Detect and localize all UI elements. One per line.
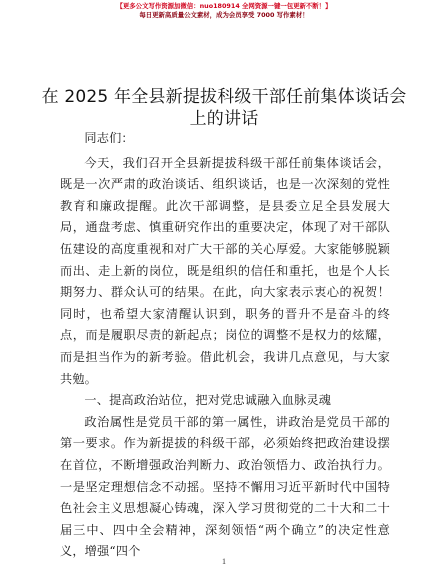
intro-paragraph: 今天，我们召开全县新提拔科级干部任前集体谈话会，既是一次严肃的政治谈话、组织谈话，也是一次深刻的党性教育和廉政提醒。此次干部调整，是县委立足全县发展大局，通盘考虑、慎重研究作出的重要决定，体现了对干部队伍建设的高度重视和对广大干部的关心厚爱。大家能够脱颖而出、走上新的岗位，既是组织的信任和重托，也是个人长期努力、群众认可的结果。在此，向大家表示衷心的祝贺！同时，也希望大家清醒认识到，职务的晋升不是奋斗的终点，而是履职尽责的新起点；岗位的调整不是权力的炫耀，而是担当作为的新考验。借此机会，我讲几点意见，与大家共勉。 (60, 155, 390, 386)
section-paragraph: 政治属性是党员干部的第一属性，讲政治是党员干部的第一要求。作为新提拔的科级干部，必须始终把政治建设摆在首位，不断增强政治判断力、政治领悟力、政治执行力。一是坚定理想信念不动摇。坚持不懈用习近平新时代中国特色社会主义思想凝心铸魂，深入学习贯彻党的二十大和二十届三中、四中全会精神，深刻领悟“两个确立”的决定性意义，增强“四个 (60, 414, 390, 559)
document-body (60, 128, 390, 563)
promo-banner (0, 2, 448, 20)
promo-banner-line-2: 每日更新高质量公文素材，成为会员享受 7000 写作素材！ (139, 11, 309, 19)
page-number: 1 (222, 557, 226, 566)
salutation: 同志们： (84, 131, 134, 145)
promo-banner-line-1: 【更多公文写作资源加微信：nuo180914 全网资源一键一包更新不断！】 (116, 2, 332, 10)
section-heading: 一、提高政治站位，把对党忠诚融入血脉灵魂 (84, 393, 332, 408)
document-title: 在 2025 年全县新提拔科级干部任前集体谈话会上的讲话 (41, 87, 407, 129)
